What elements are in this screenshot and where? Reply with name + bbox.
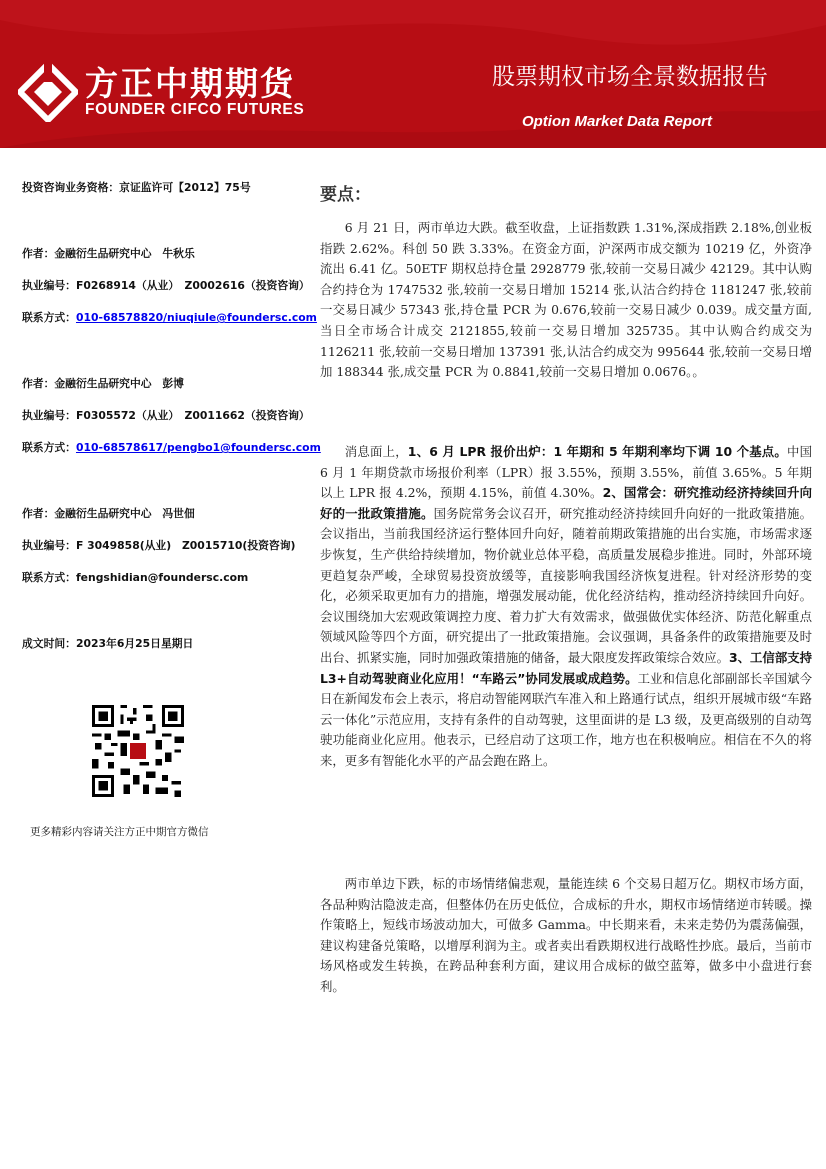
news-text-state-council: 国务院常务会议召开，研究推动经济持续回升向好的一批政策措施。会议指出，当前我国经济运行整体回升向好，随着前期政策措施的出台实施，市场需求逐步恢复，生产供给持续增加，物价就业总体平稳，高质量发展稳步推进。同时，外部环境更趋复杂严峻，全球贸易投资放缓等，直接影响我国经济恢复进程。针对经济形势的变化，必须采取更加有力的措施，增强发展动能，优化经济结构，推动经济持续回升向好。会议围绕加大宏观政策调控力度、着力扩大有效需求，做强做优实体经济、防范化解重点领域风险等四个方面，研究提出了一批政策措施。会议强调，具备条件的政策措施要及时出台、抓紧实施，同时加强政策措施的储备，最大限度发挥政策综合效应。 xyxy=(320,505,813,665)
news-text-lpr: 中国 6 月 1 年期贷款市场报价利率（LPR）报 3.55%，预期 3.55%，前值 3.65%。5 年期以上 LPR 报 4.2%，预期 4.15%，前值 4.30%。 xyxy=(320,444,813,501)
news-headline-state-council: 2、国常会：研究推动经济持续回升向好的一批政策措施。 xyxy=(320,485,813,521)
contact-label: 联系方式： xyxy=(22,571,76,584)
author-3-contact-row xyxy=(22,570,317,585)
author-2-contact-link[interactable]: 010-68578617/pengbo1@foundersc.com xyxy=(75,441,321,454)
author-3-contact: fengshidian@foundersc.com xyxy=(75,571,249,584)
author-3: 作者：金融衍生品研究中心 冯世佃 xyxy=(22,507,195,520)
author-1-contact-row xyxy=(22,310,317,325)
logo-chinese-name: 方正中期期货 xyxy=(85,64,295,103)
news-headline-lpr: 1、6 月 LPR 报价出炉：1 年期和 5 年期利率均下调 10 个基点。 xyxy=(407,444,788,459)
report-title: 股票期权市场全景数据报告 xyxy=(492,64,768,90)
contact-label: 联系方式： xyxy=(22,311,76,324)
qr-code-icon[interactable] xyxy=(92,705,184,797)
key-points-heading: 要点： xyxy=(320,185,371,205)
author-1: 作者：金融衍生品研究中心 牛秋乐 xyxy=(22,247,195,260)
paragraph-market-summary: 6 月 21 日，两市单边大跌。截至收盘，上证指数跌 1.31%,深成指跌 2.18%,创业板指跌 2.62%。科创 50 跌 3.33%。在资金方面，沪深两市成交额为 10219 亿，外资净流出 6.41 亿。50ETF 期权总持仓量 2928779 张,较前一交易日减少 42129。其中认购合约持仓为 1747532 张,较前一交易日增加 15214 张,认沽合约持仓 1181247 张,较前一交易日减少 57343 张,持仓量 PCR 为 0.676,较前一交易日减少 0.039。成交量方面,当日全市场合计成交 2121855,较前一交易日增加 325735。其中认购合约成交为 1126211 张,较前一交易日增加 137391 张,认沽合约成交为 995644 张,较前一交易日增加 188344 张,成交量 PCR 为 0.8841,较前一交易日增加 0.0676。。 xyxy=(320,220,812,380)
author-2-cert: 执业编号：F0305572（从业） Z0011662（投资咨询） xyxy=(22,409,310,422)
author-2: 作者：金融衍生品研究中心 彭博 xyxy=(22,377,184,390)
qr-caption: 更多精彩内容请关注方正中期官方微信 xyxy=(30,826,209,838)
report-header xyxy=(0,0,826,148)
founder-logo-icon xyxy=(18,62,78,122)
publish-date: 成文时间：2023年6月25日星期日 xyxy=(22,637,194,650)
paragraph-news xyxy=(320,442,812,772)
news-headline-autodrive: 3、工信部支持 L3+自动驾驶商业化应用！“车路云”协同发展或成趋势。 xyxy=(320,649,813,686)
author-3-cert: 执业编号：F 3049858(从业) Z0015710(投资咨询) xyxy=(22,539,296,552)
paragraph-strategy: 两市单边下跌，标的市场情绪偏悲观，量能连续 6 个交易日超万亿。期权市场方面，各品种购沽隐波走高，但整体仍在历史低位，合成标的升水，期权市场情绪逆市转暖。操作策略上，短线市场波动加大，可做多 Gamma。中长期来看，未来走势仍为震荡偏强，建议构建备兑策略，以增厚利润为主。或者卖出看跌期权进行战略性抄底。最后，当前市场风格或发生转换，在跨品种套利方面，建议用合成标的做空蓝筹，做多中小盘进行套利。 xyxy=(320,876,812,994)
news-text-autodrive: 工业和信息化部副部长辛国斌今日在新闻发布会上表示，将启动智能网联汽车准入和上路通行试点，组织开展城市级“车路云一体化”示范应用，支持有条件的自动驾驶，这里面讲的是 L3 级，及更高级别的自动驾驶功能商业化应用。他表示，已经启动了这项工作，地方也在积极响应。相信在不久的将来，更多有智能化水平的产品会跑在路上。 xyxy=(320,670,813,768)
author-1-contact-link[interactable]: 010-68578820/niuqiule@foundersc.com xyxy=(75,311,317,324)
contact-label: 联系方式： xyxy=(22,441,76,454)
report-subtitle: Option Market Data Report xyxy=(521,113,712,130)
logo-english-name: FOUNDER CIFCO FUTURES xyxy=(85,101,305,118)
news-lead: 消息面上， xyxy=(344,444,408,459)
author-2-contact-row xyxy=(22,440,321,455)
license-info: 投资咨询业务资格：京证监许可【2012】75号 xyxy=(22,181,251,194)
author-1-cert: 执业编号：F0268914（从业） Z0002616（投资咨询） xyxy=(22,279,310,292)
